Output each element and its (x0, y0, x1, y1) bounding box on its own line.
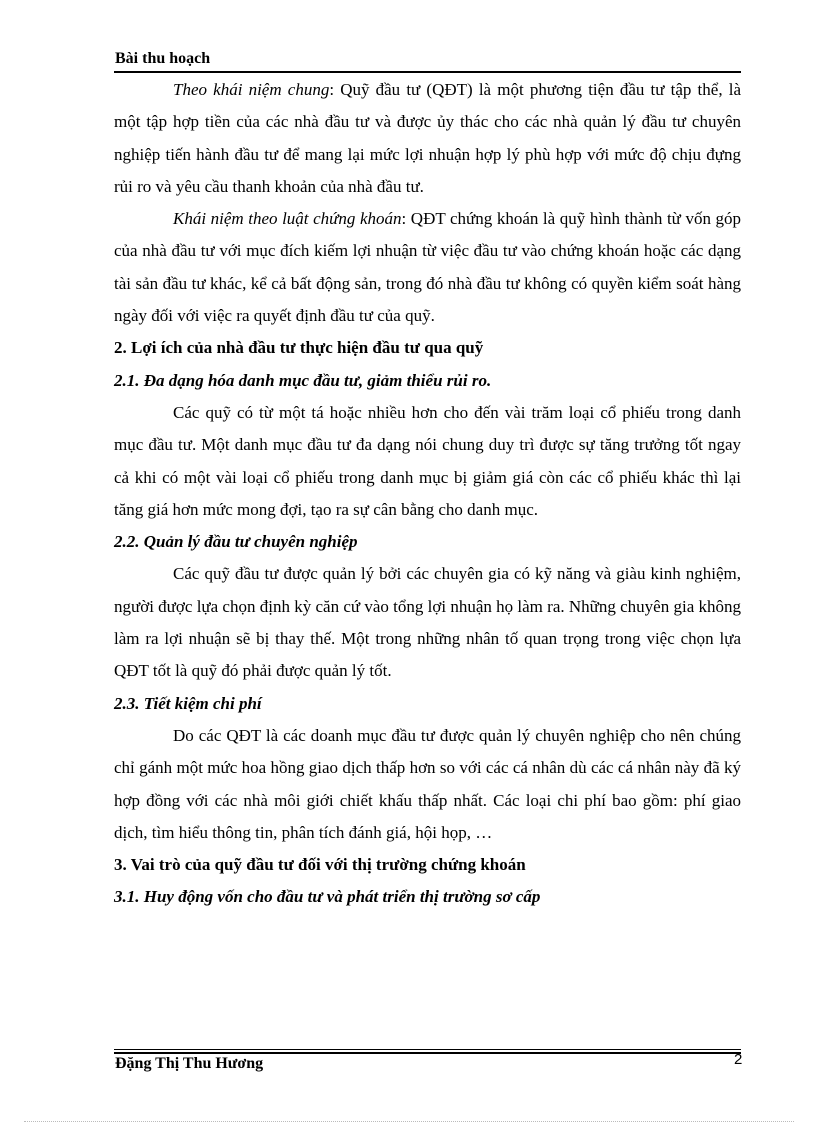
document-body (114, 74, 741, 914)
page-edge-dots (24, 1121, 794, 1122)
term-general-concept: Theo khái niệm chung (173, 80, 330, 99)
footer-rule-thick (114, 1052, 741, 1054)
paragraph-general-concept (114, 74, 741, 203)
page-number: 2 (734, 1051, 743, 1068)
paragraph-cost-saving: Do các QĐT là các doanh mục đầu tư được quản lý chuyên nghiệp cho nên chúng chỉ gánh một mức hoa hồng giao dịch thấp hơn so với các cá nhân dù các cá nhân này đã ký hợp đồng với các nhà môi giới chiết khấu thấp nhất. Các loại chi phí bao gồm: phí giao dịch, tìm hiểu thông tin, phân tích đánh giá, hội họp, … (114, 725, 741, 842)
paragraph-diversification: Các quỹ có từ một tá hoặc nhiều hơn cho đến vài trăm loại cổ phiếu trong danh mục đầu tư. Một danh mục đầu tư đa dạng nói chung duy trì được sự tăng trưởng tốt ngay cả khi có một vài loại cổ phiếu trong danh mục bị giảm giá còn các cổ phiếu khác thì lại tăng giá hơn mức mong đợi, tạo ra sự cân bằng cho danh mục. (114, 402, 741, 519)
heading-section-2-2: 2.2. Quản lý đầu tư chuyên nghiệp (114, 532, 358, 552)
text-legal-concept: : QĐT chứng khoán là quỹ hình thành từ vốn góp của nhà đầu tư với mục đích kiếm lợi nhuận từ việc đầu tư vào chứng khoán hoặc các dạng tài sản đầu tư khác, kể cả bất động sản, trong đó nhà đầu tư không có quyền kiểm soát hàng ngày đối với việc ra quyết định đầu tư của quỹ. (114, 209, 742, 326)
paragraph-legal-concept (114, 203, 741, 332)
header-title: Bài thu hoạch (115, 50, 211, 67)
text-general-concept: : Quỹ đầu tư (QĐT) là một phương tiện đầu tư tập thể, là một tập hợp tiền của các nhà đầu tư và được ủy thác cho các nhà quản lý đầu tư chuyên nghiệp tiến hành đầu tư để mang lại mức lợi nhuận hợp lý phù hợp với mức độ chịu đựng rủi ro và yêu cầu thanh khoản của nhà đầu tư. (114, 80, 741, 196)
heading-section-2-3: 2.3. Tiết kiệm chi phí (114, 693, 262, 713)
footer-author: Đặng Thị Thu Hương (115, 1055, 264, 1072)
term-legal-concept: Khái niệm theo luật chứng khoán (173, 209, 402, 229)
paragraph-professional-management: Các quỹ đầu tư được quản lý bởi các chuyên gia có kỹ năng và giàu kinh nghiệm, người được lựa chọn định kỳ căn cứ vào tổng lợi nhuận họ làm ra. Những chuyên gia không làm ra lợi nhuận sẽ bị thay thế. Một trong những nhân tố quan trọng trong việc chọn lựa QĐT tốt là quỹ đó phải được quản lý tốt. (114, 564, 741, 681)
heading-section-3: 3. Vai trò của quỹ đầu tư đối với thị trường chứng khoán (114, 855, 526, 875)
header-rule (114, 71, 741, 73)
footer-rule-thin (114, 1049, 741, 1050)
heading-section-3-1: 3.1. Huy động vốn cho đầu tư và phát triển thị trường sơ cấp (114, 887, 541, 907)
heading-section-2-1: 2.1. Đa dạng hóa danh mục đầu tư, giảm thiểu rủi ro. (114, 370, 492, 390)
heading-section-2: 2. Lợi ích của nhà đầu tư thực hiện đầu tư qua quỹ (114, 338, 484, 358)
